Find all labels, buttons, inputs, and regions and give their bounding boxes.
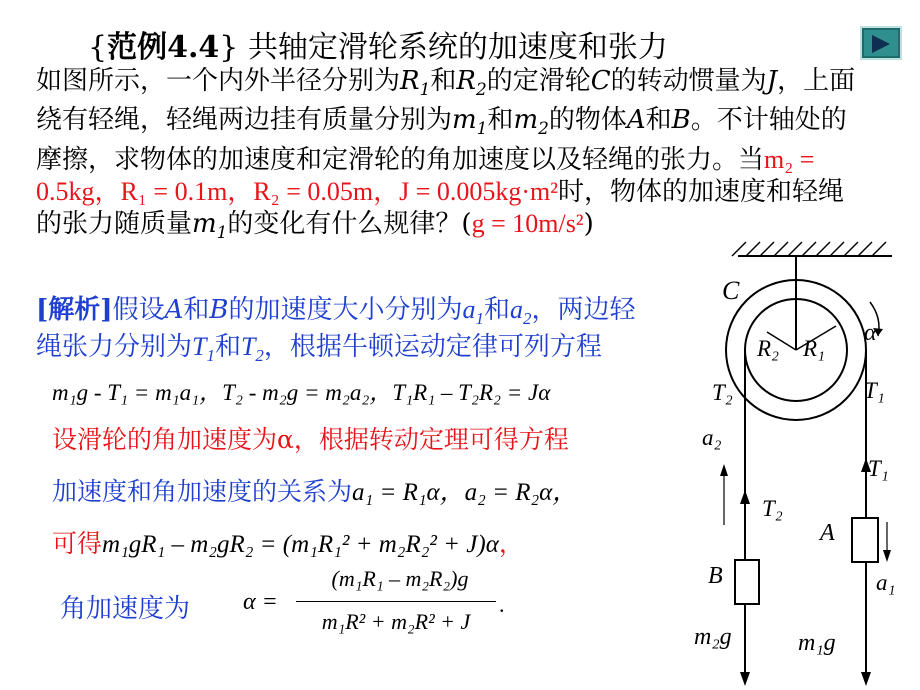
var-C: C	[590, 66, 611, 96]
problem-text-4: ，上面绕有轻绳，轻绳两边挂有质量分别为	[36, 66, 856, 136]
label-A: A	[820, 520, 835, 546]
label-T1-top: T₁	[864, 378, 885, 403]
var-A: A	[626, 105, 646, 136]
analysis-line-3: 设滑轮的角加速度为α，根据转动定理可得方程	[52, 425, 569, 454]
equation-newton: m₁g - T₁ = m₁a₁，T₂ - m₂g = m₂a₂，T₁R₁ – T₂R₂ = Jα	[52, 380, 551, 405]
analysis-label: [解析]	[36, 295, 113, 325]
analysis-line-6: 角加速度为	[60, 594, 191, 624]
analysis-line-5: 可得m₁gR₁ – m₂gR₂ = (m₁R₁² + m₂R₂² + J)α，	[52, 529, 524, 558]
problem-and-2: 和	[487, 105, 514, 136]
label-m2g: m₂g	[694, 624, 732, 650]
problem-text-8: 的变化有什么规律？(	[227, 209, 472, 240]
problem-text-1: 如图所示，一个内外半径分别为	[36, 66, 401, 96]
label-R1: R₁	[803, 336, 826, 361]
analysis-line-2: 绳张力分别为$T_1$和$T_2$，根据牛顿运动定律可列方程	[36, 332, 602, 366]
problem-text-2: 的定滑轮	[486, 66, 591, 96]
label-alpha: α	[864, 320, 877, 346]
var-m1b: $m_1$	[192, 209, 228, 243]
problem-text-5: 的物体	[548, 105, 627, 136]
label-C: C	[722, 276, 740, 305]
analysis-line-4: 加速度和角加速度的关系为a₁ = R₁α，a₂ = R₂α，	[52, 477, 578, 506]
var-J: J	[766, 66, 778, 96]
label-T2-lower: T₂	[762, 496, 783, 521]
problem-text-9: )	[583, 209, 594, 240]
block-A	[852, 518, 878, 562]
problem-text-7: 时，物体的加速度和轻绳的张力随质量	[36, 177, 845, 240]
title-bracket-close: }	[219, 30, 239, 65]
example-label: 范例4.4	[107, 30, 220, 65]
fraction-numerator: (m₁R₁ – m₂R₂)g	[331, 566, 469, 591]
given-conditions: m₂ = 0.5kg，R₁ = 0.1m，R₂ = 0.05m，J = 0.005kg·m²	[36, 145, 815, 207]
label-T1-lower: T₁	[868, 456, 889, 481]
block-B	[735, 560, 759, 604]
problem-text-6: 。不计轴处的摩擦，求物体的加速度和定滑轮的角加速度以及轻绳的张力。当	[36, 105, 847, 176]
problem-and-1: 和	[430, 66, 457, 96]
label-B: B	[708, 563, 723, 589]
var-m2: $m_2$	[513, 105, 549, 139]
var-R1: $R_1$	[400, 66, 431, 100]
label-R2: R₂	[757, 336, 780, 361]
play-triangle-icon	[870, 34, 892, 54]
fraction-bar	[296, 601, 496, 602]
next-slide-button[interactable]	[860, 26, 902, 60]
fraction-dot: .	[499, 592, 505, 617]
var-R2: $R_2$	[456, 66, 487, 100]
ceiling-hatch	[732, 242, 886, 256]
label-T2-top: T₂	[712, 380, 733, 405]
problem-text-3: 的转动惯量为	[610, 66, 767, 96]
analysis-line-1: [解析]假设A和B的加速度大小分别为$a_1$和$a_2$，两边轻	[36, 295, 636, 329]
label-a2: a₂	[702, 425, 722, 450]
fraction-denominator: m₁R² + m₂R² + J	[321, 609, 471, 634]
label-a1: a₁	[876, 570, 896, 595]
title-bracket-open: {	[88, 30, 108, 65]
var-B: B	[671, 105, 691, 136]
var-m1: $m_1$	[452, 105, 488, 139]
page-title	[88, 22, 668, 66]
label-m1g: m₁g	[798, 630, 836, 656]
problem-statement	[36, 66, 861, 249]
problem-and-3: 和	[645, 105, 672, 136]
title-text: 共轴定滑轮系统的加速度和张力	[247, 30, 668, 65]
alpha-lhs: α =	[243, 589, 278, 615]
gravity-value: g = 10m/s²	[471, 209, 584, 239]
